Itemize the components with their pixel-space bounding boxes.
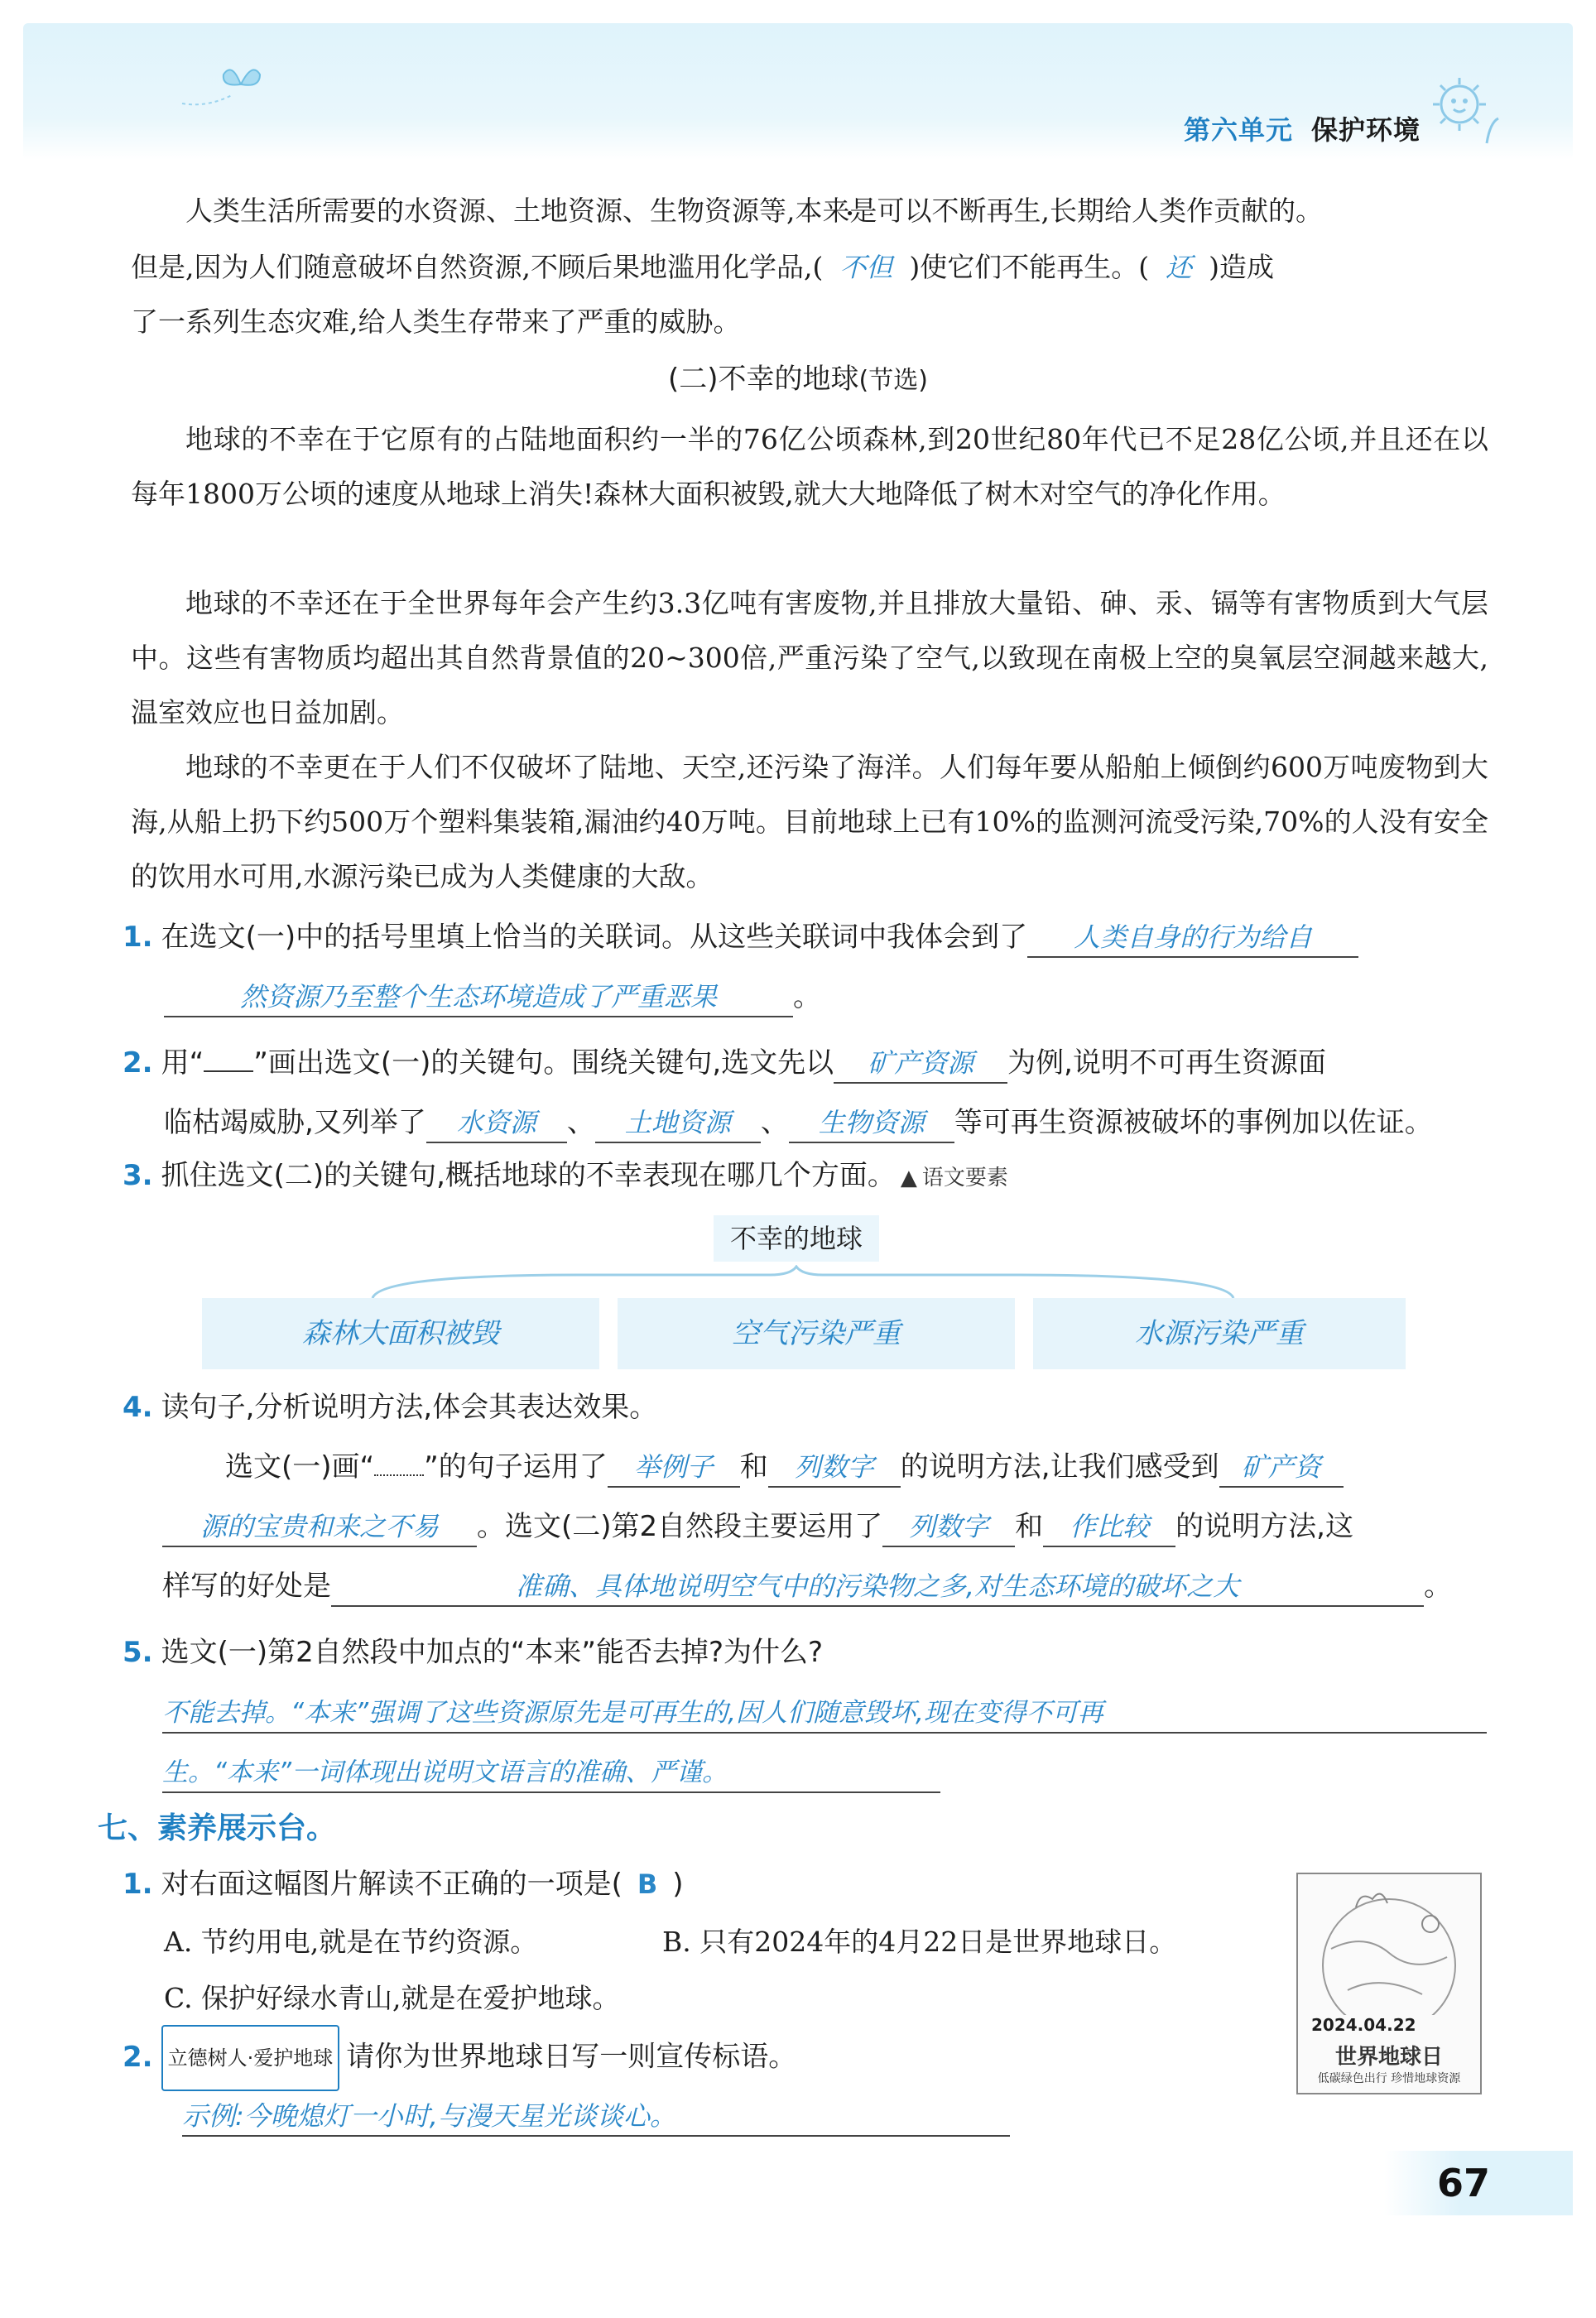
- question-4-line2: [162, 1497, 1497, 1556]
- unit-label: 第六单元: [1183, 114, 1293, 146]
- question-text: 读句子,分析说明方法,体会其表达效果。: [161, 1391, 658, 1424]
- passage1-text: 但是,因为人们随意破坏自然资源,不顾后果地滥用化学品,(: [131, 251, 824, 283]
- question-text: 。: [1424, 1570, 1452, 1603]
- poster-date: 2024.04.22: [1311, 2015, 1416, 2035]
- choice-answer: B: [637, 1868, 658, 1900]
- section-7-heading: 七、素养展示台。: [98, 1811, 337, 1845]
- question-2-line2: [123, 1093, 1497, 1152]
- question-5: [123, 1623, 1497, 1682]
- unit-title: [1184, 109, 1421, 147]
- question-number: 3.: [123, 1159, 153, 1192]
- question-text: ”画出选文(一)的关键句。围绕关键句,选文先以: [253, 1046, 834, 1080]
- question-text: 用“: [161, 1046, 204, 1080]
- answer-line[interactable]: 水资源: [426, 1104, 567, 1143]
- question-text: ”的句子运用了: [424, 1450, 608, 1484]
- question-text: 和: [1015, 1510, 1044, 1543]
- question-text: 样写的好处是: [162, 1570, 331, 1603]
- answer-line[interactable]: 准确、具体地说明空气中的污染物之多,对生态环境的破坏之大: [331, 1567, 1424, 1607]
- earth-day-poster: [1296, 1873, 1482, 2094]
- question-3: [123, 1146, 1497, 1208]
- question-text: 的说明方法,让我们感受到: [900, 1450, 1219, 1484]
- page-number: 67: [1384, 2151, 1573, 2215]
- question-text: 选文(一)画“: [225, 1450, 375, 1484]
- answer-line[interactable]: 矿产资源: [834, 1044, 1007, 1084]
- passage1-text: )造成: [1209, 251, 1274, 283]
- poster-slogan: 低碳绿色出行 珍惜地球资源: [1317, 2072, 1461, 2085]
- emphasized-word-benlai: 本来 •: [796, 195, 850, 227]
- separator: 、: [760, 1106, 789, 1139]
- flower-sun-icon: [1422, 73, 1505, 147]
- answer-line[interactable]: 不能去掉。“本来”强调了这些资源原先是可再生的,因人们随意毁坏,现在变得不可再: [162, 1694, 1487, 1734]
- element-tag: 语文要素: [921, 1166, 1008, 1190]
- answer-line[interactable]: 矿产资: [1219, 1448, 1344, 1488]
- section7-question-2: [123, 2025, 1497, 2091]
- question-2: [123, 1033, 1497, 1093]
- answer-line[interactable]: 举例子: [608, 1448, 740, 1488]
- passage2-title: [0, 356, 1596, 397]
- question-text: 临枯竭威胁,又列举了: [164, 1106, 426, 1139]
- option-c[interactable]: C. 保护好绿水青山,就是在爱护地球。: [164, 1982, 620, 2014]
- blank-answer-hai: 还: [1166, 252, 1193, 283]
- unit-theme: 保护环境: [1310, 114, 1421, 146]
- question-text: 。: [793, 980, 821, 1013]
- earth-globe-icon: [1298, 1874, 1480, 2015]
- poster-title: 世界地球日: [1334, 2045, 1443, 2070]
- tree-box-2[interactable]: 空气污染严重: [618, 1298, 1015, 1369]
- answer-line[interactable]: 生物资源: [789, 1104, 954, 1143]
- question-text: 选文(一)第2自然段中加点的“本来”能否去掉?为什么?: [161, 1636, 824, 1669]
- topic-badge: 立德树人·爱护地球: [161, 2025, 340, 2091]
- question-text: 。选文(二)第2自然段主要运用了: [477, 1510, 883, 1543]
- tree-box-1[interactable]: 森林大面积被毁: [202, 1298, 599, 1369]
- tree-box-3[interactable]: 水源污染严重: [1033, 1298, 1406, 1369]
- question-text: 对右面这幅图片解读不正确的一项是(: [161, 1868, 623, 1901]
- question-text: 的说明方法,这: [1175, 1510, 1353, 1543]
- option-b[interactable]: B. 只有2024年的4月22日是世界地球日。: [662, 1926, 1177, 1958]
- passage1-text: 是可以不断再生,长期给人类作贡献的。: [849, 195, 1323, 227]
- passage1-text: 人类生活所需要的水资源、土地资源、生物资源等,: [185, 195, 796, 227]
- question-number: 2.: [123, 1046, 153, 1080]
- question-number: 2.: [123, 2040, 153, 2074]
- question-4-line3: [162, 1556, 1497, 1616]
- passage2-paragraph-3: 地球的不幸更在于人们不仅破坏了陆地、天空,还污染了海洋。人们每年要从船舶上倾倒约600万吨废物到大海,从船上扔下约500万个塑料集装箱,漏油约40万吨。目前地球上已有10%的监测河流受污染,70%的人没有安全的饮用水可用,水源污染已成为人类健康的大敌。: [131, 751, 1488, 892]
- answer-line[interactable]: 生。“本来”一词体现出说明文语言的准确、严谨。: [162, 1753, 940, 1793]
- question-text: 为例,说明不可再生资源面: [1007, 1046, 1326, 1080]
- answer-line[interactable]: 示例:今晚熄灯一小时,与漫天星光谈谈心。: [182, 2097, 1010, 2137]
- passage1-text: )使它们不能再生。(: [909, 251, 1150, 283]
- section7-question-1: [123, 1854, 1497, 1914]
- question-text: 请你为世界地球日写一则宣传标语。: [346, 2040, 797, 2074]
- question-number: 1.: [123, 921, 153, 954]
- question-4: [123, 1378, 1497, 1437]
- question-text: 抓住选文(二)的关键句,概括地球的不幸表现在哪几个方面。: [161, 1159, 896, 1192]
- question-text: 和: [739, 1450, 768, 1484]
- question-1-line2: [123, 967, 1497, 1027]
- blank-answer-budan: 不但: [839, 252, 893, 283]
- tree-title: 不幸的地球: [714, 1215, 879, 1262]
- answer-line[interactable]: 土地资源: [595, 1104, 761, 1143]
- question-number: 5.: [123, 1636, 153, 1669]
- passage2-paragraph-1: 地球的不幸在于它原有的占陆地面积约一半的76亿公顷森林,到20世纪80年代已不足28亿公顷,并且还在以每年1800万公顷的速度从地球上消失!森林大面积被毁,就大大地降低了树木对空气的净化作用。: [131, 423, 1488, 510]
- question-5-answer-line2: [162, 1742, 1487, 1801]
- passage1-line3: 了一系列生态灾难,给人类生存带来了严重的威胁。: [131, 305, 741, 338]
- question-5-answer-line1: [162, 1682, 1487, 1742]
- question-number: 4.: [123, 1391, 153, 1424]
- answer-line[interactable]: 源的宝贵和来之不易: [162, 1508, 477, 1547]
- passage2-title-note: (节选): [858, 366, 928, 395]
- warning-icon: ▲: [900, 1166, 917, 1190]
- answer-line[interactable]: 列数字: [882, 1508, 1015, 1547]
- separator: 、: [566, 1106, 595, 1139]
- answer-line[interactable]: 人类自身的行为给自: [1027, 918, 1358, 958]
- question-1: [123, 907, 1497, 967]
- question-text: 等可再生资源被破坏的事例加以佐证。: [954, 1106, 1433, 1139]
- question-number: 1.: [123, 1868, 153, 1901]
- section7-question-2-answer: [182, 2086, 1010, 2146]
- passage1-line2: [131, 240, 1488, 295]
- passage2-title-text: (二)不幸的地球: [668, 363, 859, 396]
- passage2-paragraph-2: 地球的不幸还在于全世界每年会产生约3.3亿吨有害废物,并且排放大量铅、砷、汞、镉等有害物质到大气层中。这些有害物质均超出其自然背景值的20~300倍,严重污染了空气,以致现在南极上空的臭氧层空洞越来越大,温室效应也日益加剧。: [131, 587, 1488, 729]
- answer-line[interactable]: 作比较: [1043, 1508, 1175, 1547]
- butterfly-icon: [174, 58, 273, 116]
- option-a[interactable]: A. 节约用电,就是在节约资源。: [164, 1926, 538, 1958]
- answer-line[interactable]: 列数字: [768, 1448, 901, 1488]
- question-4-line1: [123, 1437, 1596, 1497]
- wavy-mark: [374, 1474, 424, 1476]
- passage1-paragraph: [131, 184, 1488, 238]
- underline-mark: [204, 1070, 253, 1072]
- question-text: ): [672, 1868, 684, 1901]
- question-text: 在选文(一)中的括号里填上恰当的关联词。从这些关联词中我体会到了: [161, 921, 1028, 954]
- answer-line[interactable]: 然资源乃至整个生态环境造成了严重恶果: [164, 978, 793, 1017]
